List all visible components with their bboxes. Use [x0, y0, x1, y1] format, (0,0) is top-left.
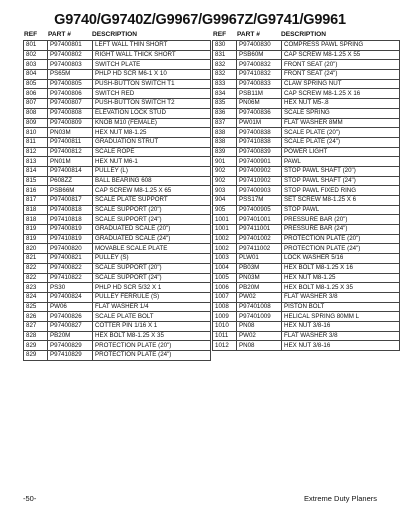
cell-ref: 829 [24, 341, 48, 351]
cell-ref: 904 [213, 196, 237, 206]
table-row [24, 283, 211, 293]
table-row [213, 50, 400, 60]
cell-part: P97410838 [237, 137, 282, 147]
cell-ref: 1002 [213, 244, 237, 254]
cell-desc: FLAT WASHER 3/8 [282, 292, 400, 302]
cell-part: P97400805 [48, 79, 93, 89]
cell-ref: 823 [24, 283, 48, 293]
cell-desc: SCALE ROPE [93, 147, 211, 157]
cell-ref: 829 [24, 351, 48, 361]
cell-desc: PRESSURE BAR (20") [282, 215, 400, 225]
table-row [24, 128, 211, 138]
cell-desc: LEFT WALL THIN SHORT [93, 41, 211, 51]
cell-ref: 827 [24, 321, 48, 331]
cell-desc: PULLEY (L) [93, 166, 211, 176]
cell-ref: 819 [24, 234, 48, 244]
cell-ref: 1004 [213, 263, 237, 273]
table-row [213, 205, 400, 215]
manual-title: Extreme Duty Planers [304, 494, 377, 503]
table-row [213, 244, 400, 254]
cell-ref: 804 [24, 70, 48, 80]
cell-desc: SCALE PLATE SUPPORT [93, 196, 211, 206]
cell-ref: 818 [24, 215, 48, 225]
cell-desc: FLAT WASHER 3/8 [282, 331, 400, 341]
cell-ref: 838 [213, 128, 237, 138]
table-row [24, 166, 211, 176]
table-row [24, 186, 211, 196]
table-row [213, 99, 400, 109]
cell-desc: PUSH-BUTTON SWITCH T2 [93, 99, 211, 109]
cell-part: P97400826 [48, 312, 93, 322]
cell-ref: 828 [24, 331, 48, 341]
cell-part: P97400807 [48, 99, 93, 109]
cell-ref: 803 [24, 60, 48, 70]
cell-part: P97410832 [237, 70, 282, 80]
table-row [213, 79, 400, 89]
table-row [24, 302, 211, 312]
table-row [213, 341, 400, 351]
cell-ref: 826 [24, 312, 48, 322]
cell-ref: 902 [213, 166, 237, 176]
table-row [213, 312, 400, 322]
table-row [24, 196, 211, 206]
table-row [213, 108, 400, 118]
cell-part: P97400838 [237, 128, 282, 138]
table-row [24, 108, 211, 118]
table-row [213, 186, 400, 196]
table-row [24, 176, 211, 186]
cell-ref: 832 [213, 70, 237, 80]
cell-desc: STOP PAWL SHAFT (20") [282, 166, 400, 176]
cell-part: P97400829 [48, 341, 93, 351]
cell-ref: 809 [24, 118, 48, 128]
cell-desc: CLAW SPRING NUT [282, 79, 400, 89]
cell-part: P97400817 [48, 196, 93, 206]
cell-ref: 833 [213, 79, 237, 89]
cell-ref: 825 [24, 302, 48, 312]
table-row [24, 263, 211, 273]
table-row [24, 273, 211, 283]
page-number: -50- [23, 494, 37, 503]
cell-desc: PHLP HD SCR 5/32 X 1 [93, 283, 211, 293]
table-row [24, 312, 211, 322]
cell-ref: 830 [213, 41, 237, 51]
cell-desc: HEX NUT M6-1 [93, 157, 211, 167]
cell-part: P97400905 [237, 205, 282, 215]
table-row [213, 147, 400, 157]
cell-desc: PROTECTION PLATE (20") [282, 234, 400, 244]
cell-desc: HEX NUT M8-1.25 [93, 128, 211, 138]
cell-part: PN08 [237, 321, 282, 331]
table-row [24, 157, 211, 167]
cell-part: P97411002 [237, 244, 282, 254]
cell-part: P97401008 [237, 302, 282, 312]
cell-ref: 1011 [213, 331, 237, 341]
cell-ref: 902 [213, 176, 237, 186]
table-row [24, 321, 211, 331]
cell-ref: 838 [213, 137, 237, 147]
cell-desc: KNOB M10 (FEMALE) [93, 118, 211, 128]
table-row [24, 99, 211, 109]
cell-part: PN03M [237, 273, 282, 283]
cell-desc: MOVABLE SCALE PLATE [93, 244, 211, 254]
parts-table-left [23, 40, 211, 361]
cell-part: P97400822 [48, 263, 93, 273]
parts-column-right [212, 30, 400, 351]
table-row [213, 254, 400, 264]
cell-part: P97400812 [48, 147, 93, 157]
cell-desc: SCALE SUPPORT (24") [93, 273, 211, 283]
cell-ref: 818 [24, 205, 48, 215]
table-row [213, 225, 400, 235]
cell-part: P97400820 [48, 244, 93, 254]
cell-ref: 839 [213, 147, 237, 157]
table-row [24, 215, 211, 225]
cell-ref: 822 [24, 273, 48, 283]
cell-desc: STOP PAWL FIXED RING [282, 186, 400, 196]
cell-desc: RIGHT WALL THICK SHORT [93, 50, 211, 60]
cell-desc: CAP SCREW M8-1.25 X 16 [282, 89, 400, 99]
cell-part: P97400824 [48, 292, 93, 302]
cell-desc: PULLEY (S) [93, 254, 211, 264]
cell-part: P97400827 [48, 321, 93, 331]
cell-part: PW06 [48, 302, 93, 312]
table-row [213, 89, 400, 99]
cell-part: PSB60M [237, 50, 282, 60]
table-row [24, 234, 211, 244]
cell-desc: HEX NUT M8-1.25 [282, 273, 400, 283]
cell-part: PLW01 [237, 254, 282, 264]
table-row [213, 331, 400, 341]
cell-part: P97410902 [237, 176, 282, 186]
cell-desc: HEX BOLT M8-1.25 X 35 [93, 331, 211, 341]
cell-desc: FRONT SEAT (24") [282, 70, 400, 80]
page-title: G9740/G9740Z/G9967/G9967Z/G9741/G9961 [54, 12, 346, 28]
cell-part: P97400811 [48, 137, 93, 147]
cell-desc: PISTON BOLT [282, 302, 400, 312]
table-row [24, 351, 211, 361]
cell-ref: 1002 [213, 234, 237, 244]
table-row [24, 341, 211, 351]
cell-desc: HEX NUT M5-.8 [282, 99, 400, 109]
cell-desc: FLAT WASHER 8MM [282, 118, 400, 128]
cell-desc: HEX NUT 3/8-16 [282, 321, 400, 331]
cell-part: PSB66M [48, 186, 93, 196]
table-row [24, 70, 211, 80]
cell-part: P608ZZ [48, 176, 93, 186]
table-row [24, 89, 211, 99]
header-description: DESCRIPTION [92, 31, 138, 38]
cell-part: P97401009 [237, 312, 282, 322]
column-header [23, 30, 211, 40]
cell-desc: POWER LIGHT [282, 147, 400, 157]
cell-ref: 814 [24, 166, 48, 176]
cell-ref: 1010 [213, 321, 237, 331]
cell-ref: 901 [213, 157, 237, 167]
cell-part: P97400801 [48, 41, 93, 51]
cell-desc: SCALE SUPPORT (20") [93, 205, 211, 215]
cell-desc: GRADUATED SCALE (24") [93, 234, 211, 244]
cell-desc: SCALE SUPPORT (24") [93, 215, 211, 225]
cell-ref: 835 [213, 99, 237, 109]
cell-part: P97400809 [48, 118, 93, 128]
cell-ref: 836 [213, 108, 237, 118]
cell-part: PW02 [237, 292, 282, 302]
cell-desc: SWITCH PLATE [93, 60, 211, 70]
table-row [24, 225, 211, 235]
table-row [213, 166, 400, 176]
cell-part: PW02 [237, 331, 282, 341]
cell-part: PB03M [237, 263, 282, 273]
table-row [24, 331, 211, 341]
cell-part: PSB11M [237, 89, 282, 99]
cell-ref: 815 [24, 176, 48, 186]
cell-ref: 805 [24, 79, 48, 89]
cell-desc: PRESSURE BAR (24") [282, 225, 400, 235]
table-row [24, 118, 211, 128]
cell-part: P97400821 [48, 254, 93, 264]
cell-desc: HEX NUT 3/8-16 [282, 341, 400, 351]
header-part: PART # [237, 31, 260, 38]
table-row [24, 79, 211, 89]
cell-ref: 1003 [213, 254, 237, 264]
table-row [213, 137, 400, 147]
cell-ref: 813 [24, 157, 48, 167]
table-row [213, 302, 400, 312]
cell-ref: 810 [24, 128, 48, 138]
header-ref: REF [213, 31, 227, 38]
cell-ref: 812 [24, 147, 48, 157]
table-row [24, 292, 211, 302]
table-row [213, 234, 400, 244]
cell-desc: STOP PAWL SHAFT (24") [282, 176, 400, 186]
cell-desc: PROTECTION PLATE (24") [93, 351, 211, 361]
table-row [213, 157, 400, 167]
table-row [213, 196, 400, 206]
cell-desc: CAP SCREW M8-1.25 X 55 [282, 50, 400, 60]
cell-ref: 801 [24, 41, 48, 51]
cell-ref: 802 [24, 50, 48, 60]
cell-ref: 824 [24, 292, 48, 302]
cell-desc: SET SCREW M8-1.25 X 6 [282, 196, 400, 206]
cell-ref: 816 [24, 186, 48, 196]
table-row [24, 244, 211, 254]
cell-ref: 808 [24, 108, 48, 118]
cell-part: P97400806 [48, 89, 93, 99]
cell-ref: 806 [24, 89, 48, 99]
cell-desc: PROTECTION PLATE (20") [93, 341, 211, 351]
cell-desc: COMPRESS PAWL SPRING [282, 41, 400, 51]
cell-desc: STOP PAWL [282, 205, 400, 215]
cell-desc: HELICAL SPRING 80MM L [282, 312, 400, 322]
cell-ref: 1008 [213, 302, 237, 312]
cell-part: P97400901 [237, 157, 282, 167]
cell-part: P97410829 [48, 351, 93, 361]
cell-ref: 903 [213, 186, 237, 196]
cell-part: PN06M [237, 99, 282, 109]
cell-desc: BALL BEARING 608 [93, 176, 211, 186]
cell-ref: 820 [24, 244, 48, 254]
cell-ref: 811 [24, 137, 48, 147]
cell-ref: 1001 [213, 215, 237, 225]
cell-desc: FRONT SEAT (20") [282, 60, 400, 70]
cell-desc: ELEVATION LOCK STUD [93, 108, 211, 118]
cell-part: P97401001 [237, 215, 282, 225]
cell-ref: 817 [24, 196, 48, 206]
table-row [213, 60, 400, 70]
table-row [24, 137, 211, 147]
cell-desc: SWITCH RED [93, 89, 211, 99]
header-part: PART # [48, 31, 71, 38]
cell-part: P97400802 [48, 50, 93, 60]
cell-desc: SCALE PLATE (20") [282, 128, 400, 138]
cell-part: PS30 [48, 283, 93, 293]
cell-ref: 822 [24, 263, 48, 273]
cell-desc: PHLP HD SCR M6-1 X 10 [93, 70, 211, 80]
table-row [213, 118, 400, 128]
cell-ref: 905 [213, 205, 237, 215]
cell-ref: 807 [24, 99, 48, 109]
table-row [213, 70, 400, 80]
cell-ref: 832 [213, 60, 237, 70]
cell-part: PSS17M [237, 196, 282, 206]
cell-ref: 834 [213, 89, 237, 99]
cell-desc: CAP SCREW M8-1.25 X 65 [93, 186, 211, 196]
cell-part: P97400818 [48, 205, 93, 215]
cell-desc: GRADUATION STRUT [93, 137, 211, 147]
cell-desc: PAWL [282, 157, 400, 167]
table-row [213, 41, 400, 51]
table-row [213, 321, 400, 331]
cell-ref: 837 [213, 118, 237, 128]
cell-desc: GRADUATED SCALE (20") [93, 225, 211, 235]
cell-part: P97401002 [237, 234, 282, 244]
cell-part: P97400830 [237, 41, 282, 51]
header-ref: REF [24, 31, 38, 38]
table-row [24, 205, 211, 215]
cell-part: P97411001 [237, 225, 282, 235]
cell-part: PB20M [237, 283, 282, 293]
cell-ref: 1005 [213, 273, 237, 283]
cell-desc: SCALE SPRING [282, 108, 400, 118]
table-row [24, 41, 211, 51]
cell-part: P97410818 [48, 215, 93, 225]
cell-part: P97410819 [48, 234, 93, 244]
column-header [212, 30, 400, 40]
table-row [213, 215, 400, 225]
cell-part: P97400814 [48, 166, 93, 176]
cell-ref: 821 [24, 254, 48, 264]
cell-part: P97400902 [237, 166, 282, 176]
cell-desc: SCALE PLATE (24") [282, 137, 400, 147]
cell-part: P97400833 [237, 79, 282, 89]
cell-desc: PULLEY FERRULE (S) [93, 292, 211, 302]
cell-part: PN08 [237, 341, 282, 351]
table-row [24, 50, 211, 60]
cell-part: PS65M [48, 70, 93, 80]
cell-part: P97410822 [48, 273, 93, 283]
header-description: DESCRIPTION [281, 31, 327, 38]
table-row [24, 60, 211, 70]
cell-part: PB20M [48, 331, 93, 341]
cell-ref: 1006 [213, 283, 237, 293]
cell-part: PN03M [48, 128, 93, 138]
cell-ref: 1012 [213, 341, 237, 351]
table-row [213, 283, 400, 293]
cell-part: P97400839 [237, 147, 282, 157]
cell-ref: 1001 [213, 225, 237, 235]
cell-desc: LOCK WASHER 5/16 [282, 254, 400, 264]
cell-desc: SCALE SUPPORT (20") [93, 263, 211, 273]
table-row [213, 263, 400, 273]
cell-part: P97400836 [237, 108, 282, 118]
cell-desc: FLAT WASHER 1/4 [93, 302, 211, 312]
cell-ref: 831 [213, 50, 237, 60]
table-row [213, 128, 400, 138]
cell-desc: PUSH-BUTTON SWITCH T1 [93, 79, 211, 89]
cell-ref: 819 [24, 225, 48, 235]
cell-desc: HEX BOLT M8-1.25 X 35 [282, 283, 400, 293]
table-row [213, 292, 400, 302]
table-row [24, 147, 211, 157]
cell-desc: PROTECTION PLATE (24") [282, 244, 400, 254]
cell-part: P97400808 [48, 108, 93, 118]
cell-part: P97400832 [237, 60, 282, 70]
cell-part: P97400819 [48, 225, 93, 235]
cell-desc: COTTER PIN 1/16 X 1 [93, 321, 211, 331]
cell-part: PW01M [237, 118, 282, 128]
table-row [213, 176, 400, 186]
cell-part: PN01M [48, 157, 93, 167]
cell-desc: HEX BOLT M8-1.25 X 16 [282, 263, 400, 273]
table-row [213, 273, 400, 283]
parts-table-right [212, 40, 400, 351]
table-row [24, 254, 211, 264]
cell-part: P97400803 [48, 60, 93, 70]
cell-ref: 1007 [213, 292, 237, 302]
parts-column-left [23, 30, 211, 361]
cell-ref: 1009 [213, 312, 237, 322]
cell-part: P97400903 [237, 186, 282, 196]
cell-desc: SCALE PLATE BOLT [93, 312, 211, 322]
